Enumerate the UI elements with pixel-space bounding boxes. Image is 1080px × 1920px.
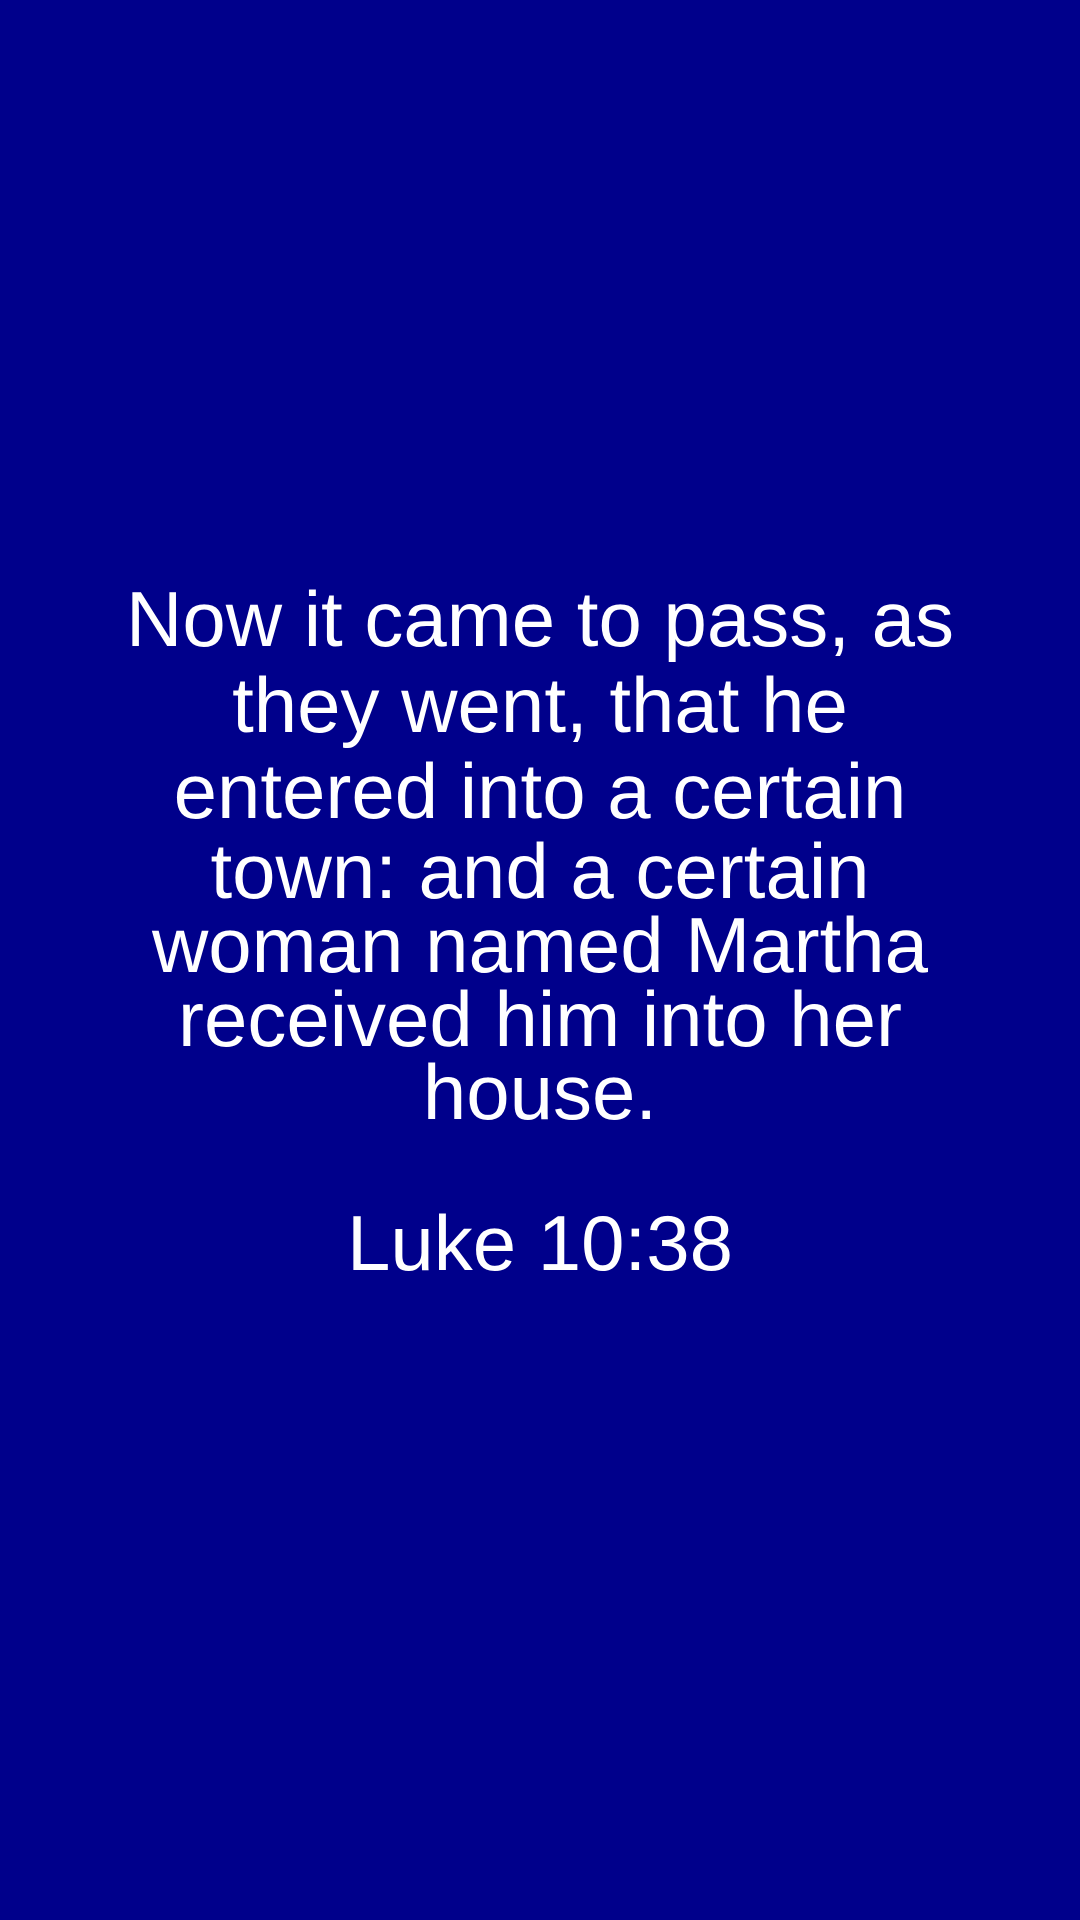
verse-text [0, 575, 1080, 1136]
verse-line: they went, that he [232, 661, 848, 749]
verse-line: house. [422, 1048, 658, 1136]
verse-line: received him into her [177, 975, 902, 1063]
verse-line: entered into a certain [173, 747, 907, 835]
verse-line: woman named Martha [151, 901, 929, 989]
verse-line: Now it came to pass, as [126, 575, 954, 663]
verse-reference: Luke 10:38 [346, 1199, 733, 1287]
verse-line: town: and a certain [210, 827, 870, 915]
